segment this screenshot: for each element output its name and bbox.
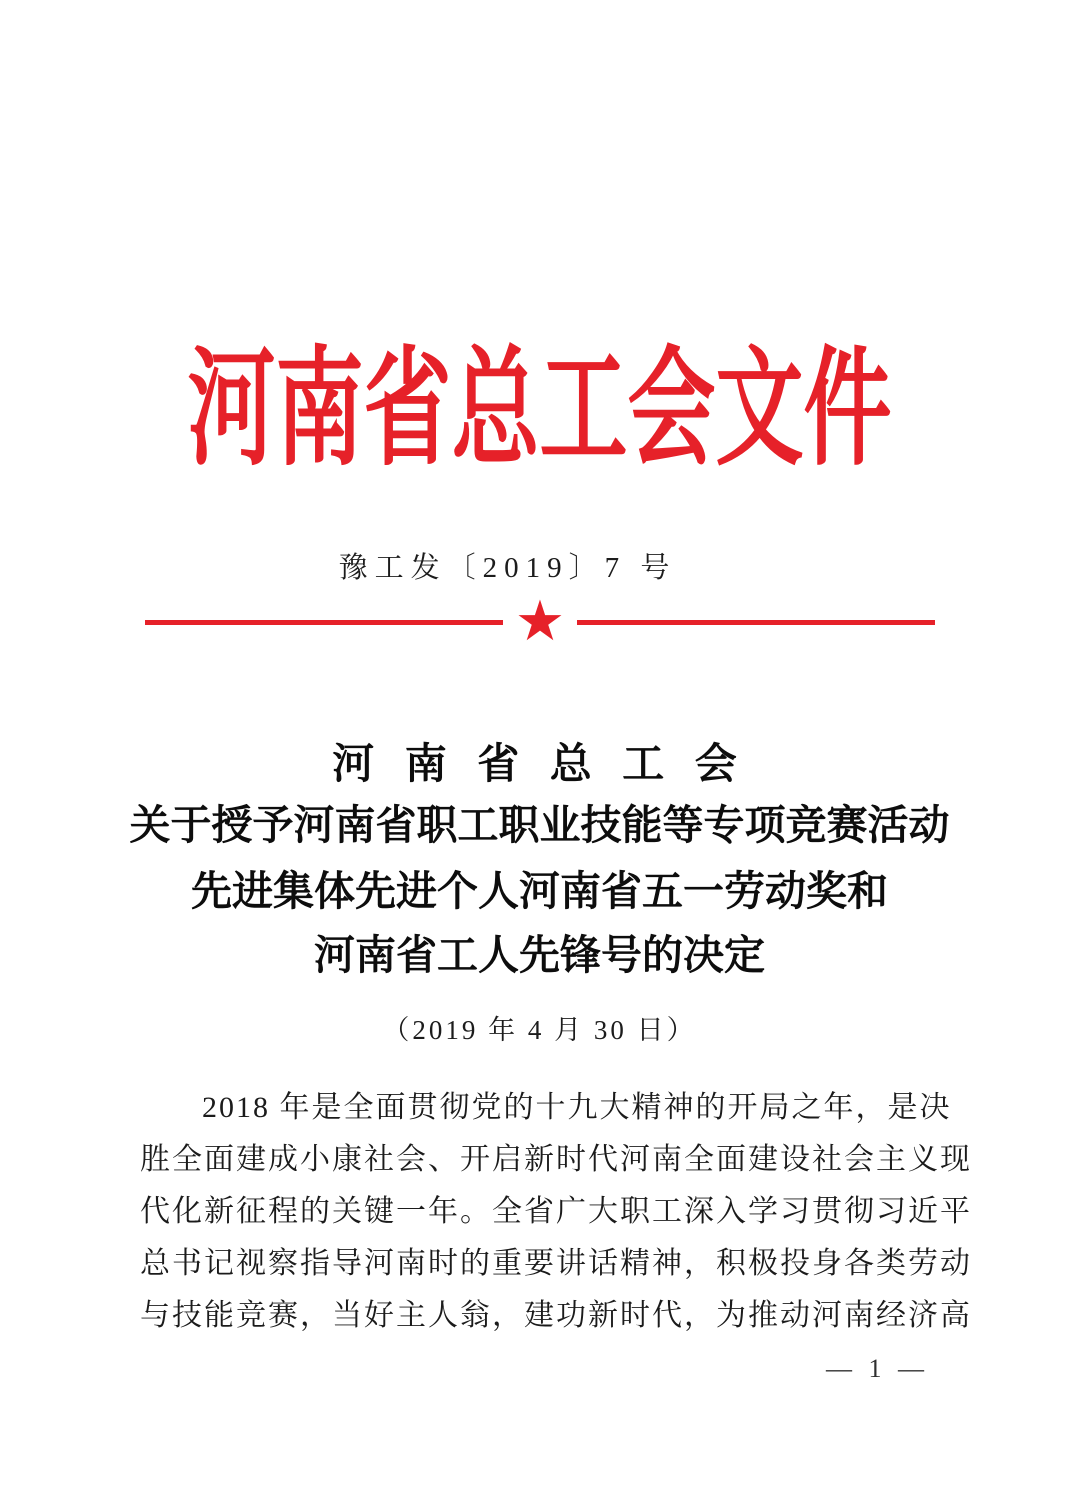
body-line: 2018 年是全面贯彻党的十九大精神的开局之年，是决 [202,1091,952,1124]
divider-line-right [577,620,935,625]
document-date: （2019 年 4 月 30 日） [382,1015,697,1045]
title-line-2: 先进集体先进个人河南省五一劳动奖和 [191,868,888,914]
red-divider [145,589,935,654]
body-line: 胜全面建成小康社会、开启新时代河南全面建设社会主义现 [140,1143,972,1176]
body-line: 代化新征程的关键一年。全省广大职工深入学习贯彻习近平 [140,1195,972,1228]
title-line-1: 关于授予河南省职工职业技能等专项竞赛活动 [129,802,950,848]
body-line: 总书记视察指导河南时的重要讲话精神，积极投身各类劳动 [140,1247,972,1280]
title-line-3: 河南省工人先锋号的决定 [314,932,765,978]
divider-line-left [145,620,503,625]
star-icon: ★ [514,589,566,654]
masthead-title: 河南省总工会文件 [187,340,892,482]
body-paragraph [140,1082,972,1342]
doc-number: 豫工发〔2019〕7 号 [338,552,677,584]
title-organization: 河 南 省 总 工 会 [332,742,747,788]
page-number: — 1 — [826,1354,929,1383]
body-line: 与技能竞赛，当好主人翁，建功新时代，为推动河南经济高 [140,1299,972,1332]
